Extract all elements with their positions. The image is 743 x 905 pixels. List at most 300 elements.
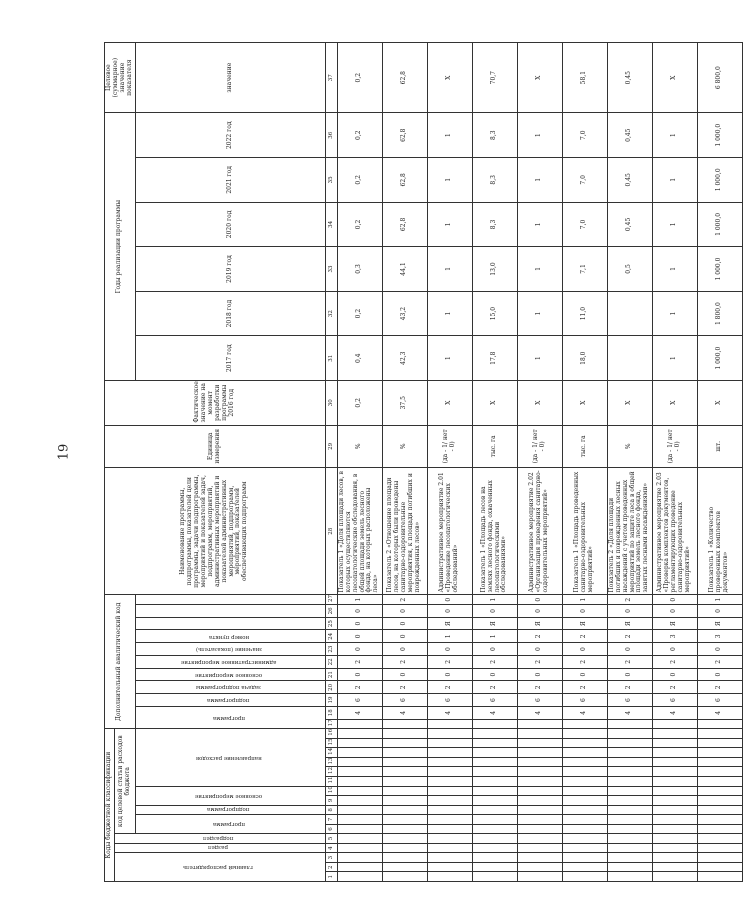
code-cell: Я [652, 617, 697, 630]
kbk-cell [427, 767, 472, 777]
kbk-cell [517, 843, 562, 853]
year-value-cell: 1 [427, 202, 472, 247]
kbk-cell [427, 815, 472, 825]
kbk-cell [562, 776, 607, 786]
year-value-cell: 1 [427, 336, 472, 381]
kbk-cell [517, 805, 562, 815]
kbk-cell [382, 757, 427, 767]
kbk-cell [517, 815, 562, 825]
year-2022-header: 2022 год [135, 113, 325, 158]
kbk-cell [337, 824, 382, 834]
kbk-cell [427, 872, 472, 882]
kbk-cell [517, 786, 562, 796]
kbk-cell [427, 748, 472, 758]
kbk-cell [652, 853, 697, 863]
kbk-cell [697, 843, 742, 853]
kbk-cell [427, 805, 472, 815]
kbk-cell [697, 872, 742, 882]
kbk-cell [562, 834, 607, 844]
unit-cell: % [382, 425, 427, 467]
kbk-cell [517, 748, 562, 758]
year-2021-header: 2021 год [135, 158, 325, 203]
year-value-cell: 1 000,0 [697, 336, 742, 381]
year-value-cell: 43,2 [382, 291, 427, 336]
kbk-cell [517, 862, 562, 872]
year-value-cell: 0,2 [337, 113, 382, 158]
kbk-cell [652, 862, 697, 872]
column-number: 19 [325, 694, 337, 707]
year-value-cell: 15,0 [472, 291, 517, 336]
code-cell: 0 [382, 617, 427, 630]
code-cell: Я [427, 617, 472, 630]
code-cell: 1 [472, 595, 517, 605]
code-cell: 2 [607, 630, 652, 643]
code-cell: 6 [562, 694, 607, 707]
code-cell: 4 [382, 706, 427, 719]
code-cell: 1 [472, 630, 517, 643]
code-cell: 0 [607, 643, 652, 656]
kbk-cell [607, 738, 652, 748]
kbk-cell [607, 729, 652, 739]
column-number: 27 [325, 595, 337, 605]
budget-group-header: код целевой статьи расходов бюджета [114, 729, 135, 834]
kbk-cell [337, 776, 382, 786]
column-number: 22 [325, 655, 337, 668]
year-2019-header: 2019 год [135, 247, 325, 292]
kbk-cell [697, 748, 742, 758]
year-value-cell: 1 [427, 113, 472, 158]
kbk-cell [607, 853, 652, 863]
kbk-cell [697, 757, 742, 767]
kbk-cell [382, 834, 427, 844]
kbk-cell [697, 805, 742, 815]
kbk-cell [337, 834, 382, 844]
year-value-cell: 1 [517, 202, 562, 247]
year-value-cell: 62,8 [382, 202, 427, 247]
year-value-cell: 8,3 [472, 202, 517, 247]
kbk-cell [472, 872, 517, 882]
row-name: Показатель 1 «Доля площади лесов, в которых осуществляются лесопатологические обследования, в общей площади земель лесного фонда, на которых расположены леса» [337, 468, 382, 595]
year-value-cell: 0,5 [607, 247, 652, 292]
kbk-cell [562, 738, 607, 748]
kbk-cell [697, 786, 742, 796]
target-header: значение [135, 43, 325, 113]
code-cell: 0 [337, 605, 382, 618]
column-number: 9 [325, 796, 337, 806]
kbk-cell [382, 824, 427, 834]
kbk-cell [472, 738, 517, 748]
code-cell: 2 [697, 681, 742, 694]
kbk-cell [562, 719, 607, 729]
kbk-cell [472, 757, 517, 767]
kbk-cell [517, 834, 562, 844]
year-value-cell: 11,0 [562, 291, 607, 336]
code-cell: Я [697, 617, 742, 630]
kbk-cell [517, 853, 562, 863]
kbk-cell [427, 738, 472, 748]
kbk-cell [517, 872, 562, 882]
code-cell: 6 [697, 694, 742, 707]
kbk-cell [562, 853, 607, 863]
code-cell: 1 [697, 595, 742, 605]
dop-header: Дополнительный аналитический код [105, 595, 136, 729]
kbk-cell [562, 872, 607, 882]
year-value-cell: 62,8 [382, 113, 427, 158]
year-value-cell: 1 [652, 113, 697, 158]
year-value-cell: 44,1 [382, 247, 427, 292]
code-cell: 4 [427, 706, 472, 719]
row-name: Показатель 1 «Площадь проведенных санитарно-оздоровительных мероприятий» [562, 468, 607, 595]
code-cell: 0 [562, 643, 607, 656]
row-name: Показатель 2 «Отношение площади лесов, на которых были проведены санитарно-оздоровительные мероприятия, к площади погибших и поврежденных лесов» [382, 468, 427, 595]
column-number: 26 [325, 605, 337, 618]
year-value-cell: 1 000,0 [697, 113, 742, 158]
kbk-cell [382, 748, 427, 758]
column-number: 1 [325, 872, 337, 882]
kbk-subprogram-header: подпрограмма [135, 805, 325, 815]
year-value-cell [607, 336, 652, 381]
year-value-cell: 1 [517, 336, 562, 381]
kbk-section-header: раздел [114, 843, 325, 853]
kbk-cell [337, 786, 382, 796]
code-cell: 0 [472, 605, 517, 618]
kbk-cell [382, 786, 427, 796]
code-cell: 2 [517, 681, 562, 694]
kbk-cell [472, 786, 517, 796]
code-cell: 4 [337, 706, 382, 719]
kbk-cell [472, 805, 517, 815]
year-value-cell: 1 [652, 291, 697, 336]
kbk-cell [382, 853, 427, 863]
code-cell: 2 [337, 681, 382, 694]
kbk-subsection-header: подраздел [114, 834, 325, 844]
page-number: 19 [56, 443, 72, 461]
kbk-cell [337, 748, 382, 758]
kbk-cell [607, 824, 652, 834]
year-value-cell: 1 [652, 158, 697, 203]
column-number: 7 [325, 815, 337, 825]
column-number: 21 [325, 668, 337, 681]
kbk-cell [607, 805, 652, 815]
kbk-cell [472, 796, 517, 806]
kbk-cell [427, 853, 472, 863]
year-value-cell: 1 [652, 336, 697, 381]
column-number: 8 [325, 805, 337, 815]
year-value-cell: 62,8 [382, 158, 427, 203]
unit-cell: тыс. га [472, 425, 517, 467]
kbk-cell [337, 729, 382, 739]
kbk-cell [562, 767, 607, 777]
code-cell: 6 [517, 694, 562, 707]
kbk-cell [472, 843, 517, 853]
year-value-cell: 1 000,0 [697, 158, 742, 203]
kbk-cell [652, 757, 697, 767]
column-number: 32 [325, 291, 337, 336]
code-cell: 0 [652, 605, 697, 618]
column-number: 20 [325, 681, 337, 694]
code-cell: 2 [607, 655, 652, 668]
table-row [517, 43, 562, 882]
column-number: 16 [325, 729, 337, 739]
year-value-cell: 0,45 [607, 202, 652, 247]
target-group-header: Целевое (суммарное) значение показателя [105, 43, 136, 113]
column-number: 15 [325, 738, 337, 748]
kbk-cell [517, 796, 562, 806]
code-cell: 6 [337, 694, 382, 707]
year-value-cell: 8,3 [472, 158, 517, 203]
table-row [652, 43, 697, 882]
kbk-cell [472, 853, 517, 863]
year-value-cell: 1 [427, 158, 472, 203]
column-numbers-row [325, 43, 337, 882]
row-name: Показатель 2 «Доля площади погибших и поврежденных лесных насаждений с учетом проведенных мероприятий по защите леса в общей площади земель лесного фонда, занятых лесными насаждениями» [607, 468, 652, 595]
kbk-cell [472, 719, 517, 729]
fact-cell: X [427, 380, 472, 425]
name-header: Наименование программы, подпрограммы, показателей цели программы, задачи подпрограммы, мероприятий и показателей задач, подпрограмм, мероприятий, административных мероприятий и показателей административных мероприятий, подпрограмм, мероприятий, показателей обеспечивающих подпрограмм [105, 468, 326, 595]
kbk-cell [382, 796, 427, 806]
code-cell: 0 [562, 605, 607, 618]
kbk-cell [337, 719, 382, 729]
kbk-cell [517, 824, 562, 834]
fact-cell: 0,2 [337, 380, 382, 425]
kbk-cell [427, 843, 472, 853]
unit-cell: % [607, 425, 652, 467]
kbk-cell [382, 872, 427, 882]
code-cell: 0 [517, 605, 562, 618]
dop-extra-2 [135, 605, 325, 618]
kbk-cell [652, 796, 697, 806]
kbk-cell [607, 776, 652, 786]
code-cell: 3 [697, 630, 742, 643]
unit-cell: (да - 1/ нет - 0) [652, 425, 697, 467]
code-cell: 0 [607, 605, 652, 618]
kbk-cell [562, 843, 607, 853]
dop-task-header: задача подпрограммы [135, 681, 325, 694]
year-value-cell: 1 000,0 [697, 202, 742, 247]
code-cell: 0 [517, 643, 562, 656]
column-number: 5 [325, 834, 337, 844]
column-number: 35 [325, 158, 337, 203]
year-value-cell: 17,8 [472, 336, 517, 381]
kbk-cell [607, 748, 652, 758]
kbk-cell [427, 796, 472, 806]
kbk-cell [382, 805, 427, 815]
kbk-cell [697, 796, 742, 806]
year-value-cell: 1 [517, 291, 562, 336]
column-number: 12 [325, 767, 337, 777]
kbk-cell [382, 776, 427, 786]
years-header: Годы реализации программы [105, 113, 136, 381]
code-cell: 4 [517, 706, 562, 719]
column-number: 30 [325, 380, 337, 425]
dop-admin-header: административное мероприятие [135, 655, 325, 668]
kbk-cell [652, 738, 697, 748]
kbk-cell [652, 748, 697, 758]
kbk-cell [337, 796, 382, 806]
kbk-cell [697, 815, 742, 825]
column-number: 25 [325, 617, 337, 630]
target-cell: X [652, 43, 697, 113]
kbk-cell [607, 843, 652, 853]
table-row [697, 43, 742, 882]
fact-cell: X [697, 380, 742, 425]
code-cell: Я [517, 617, 562, 630]
fact-cell: X [517, 380, 562, 425]
code-cell: 0 [427, 643, 472, 656]
column-number: 36 [325, 113, 337, 158]
column-number: 29 [325, 425, 337, 467]
row-name: Показатель 1 «Количество проверенных комплектов документов» [697, 468, 742, 595]
column-number: 13 [325, 757, 337, 767]
year-value-cell: 0,2 [337, 291, 382, 336]
code-cell: 0 [472, 668, 517, 681]
kbk-cell [652, 834, 697, 844]
unit-cell: шт. [697, 425, 742, 467]
column-number: 3 [325, 853, 337, 863]
kbk-cell [562, 796, 607, 806]
year-value-cell: 13,0 [472, 247, 517, 292]
year-value-cell [607, 291, 652, 336]
kbk-cell [562, 757, 607, 767]
code-cell: 0 [517, 595, 562, 605]
kbk-cell [697, 853, 742, 863]
kbk-cell [562, 805, 607, 815]
code-cell: 2 [562, 681, 607, 694]
kbk-cell [697, 834, 742, 844]
kbk-cell [607, 796, 652, 806]
kbk-cell [562, 786, 607, 796]
year-value-cell: 0,3 [337, 247, 382, 292]
year-value-cell: 8,3 [472, 113, 517, 158]
kbk-cell [562, 862, 607, 872]
kbk-cell [652, 767, 697, 777]
kbk-cell [337, 815, 382, 825]
code-cell: 0 [517, 668, 562, 681]
year-value-cell: 1 [427, 247, 472, 292]
kbk-cell [337, 805, 382, 815]
year-value-cell: 18,0 [562, 336, 607, 381]
code-cell: 1 [337, 595, 382, 605]
dop-item-header: номер пункта [135, 630, 325, 643]
code-cell: 0 [607, 668, 652, 681]
column-number: 37 [325, 43, 337, 113]
target-cell: 70,7 [472, 43, 517, 113]
year-value-cell: 1 [517, 247, 562, 292]
column-number: 28 [325, 468, 337, 595]
kbk-cell [427, 824, 472, 834]
code-cell: Я [607, 617, 652, 630]
code-cell: 0 [427, 595, 472, 605]
code-cell: Я [562, 617, 607, 630]
year-value-cell: 1 [427, 291, 472, 336]
code-cell: 1 [427, 630, 472, 643]
dop-extra-3 [135, 595, 325, 605]
year-value-cell: 1 [517, 158, 562, 203]
target-cell: 62,8 [382, 43, 427, 113]
table-row [562, 43, 607, 882]
column-number: 11 [325, 776, 337, 786]
kbk-cell [472, 748, 517, 758]
table-row [427, 43, 472, 882]
kbk-cell [382, 767, 427, 777]
kbk-cell [697, 776, 742, 786]
code-cell: 6 [382, 694, 427, 707]
kbk-cell [337, 757, 382, 767]
column-number: 6 [325, 824, 337, 834]
code-cell: 2 [472, 681, 517, 694]
kbk-cell [427, 776, 472, 786]
column-number: 24 [325, 630, 337, 643]
kbk-cell [427, 786, 472, 796]
code-cell: 2 [337, 655, 382, 668]
code-cell: 0 [382, 668, 427, 681]
year-value-cell: 7,1 [562, 247, 607, 292]
code-cell: 6 [652, 694, 697, 707]
code-cell: 2 [382, 595, 427, 605]
code-cell: 2 [517, 630, 562, 643]
kbk-cell [337, 738, 382, 748]
kbk-cell [337, 872, 382, 882]
kbk-cell [472, 862, 517, 872]
year-value-cell: 1 [652, 202, 697, 247]
unit-cell: тыс. га [562, 425, 607, 467]
column-number: 18 [325, 706, 337, 719]
fact-cell: X [652, 380, 697, 425]
code-cell: 2 [517, 655, 562, 668]
table-row [472, 43, 517, 882]
kbk-cell [652, 824, 697, 834]
code-cell: 2 [652, 655, 697, 668]
dop-extra-1 [135, 617, 325, 630]
row-name: Административное мероприятие 2.03 «Проверка комплектов документов, регламентирующих проведение санитарно-оздоровительных мероприятий» [652, 468, 697, 595]
year-value-cell: 0,2 [337, 158, 382, 203]
code-cell: 2 [427, 681, 472, 694]
code-cell: 0 [652, 595, 697, 605]
kbk-cell [652, 776, 697, 786]
kbk-cell [337, 843, 382, 853]
kbk-cell [427, 862, 472, 872]
year-2020-header: 2020 год [135, 202, 325, 247]
row-name: Показатель 1 «Площадь лесов на землях лесного фонда, охваченных лесопатологическими обследованиями» [472, 468, 517, 595]
unit-cell: (да - 1/ нет - 0) [517, 425, 562, 467]
code-cell: 0 [382, 630, 427, 643]
kbk-cell [472, 767, 517, 777]
fact-cell: X [607, 380, 652, 425]
code-cell: 2 [382, 655, 427, 668]
code-cell: 3 [652, 630, 697, 643]
code-cell: 0 [337, 617, 382, 630]
code-cell: 2 [562, 655, 607, 668]
kbk-program-header: программа [135, 815, 325, 834]
code-cell: 2 [472, 655, 517, 668]
kbk-cell [472, 729, 517, 739]
column-number: 33 [325, 247, 337, 292]
code-cell: 6 [427, 694, 472, 707]
code-cell: 0 [337, 643, 382, 656]
row-name: Административное мероприятие 2.02 «Организация проведения санитарно-оздоровительных мероприятий» [517, 468, 562, 595]
code-cell: 4 [607, 706, 652, 719]
year-value-cell: 0,4 [337, 336, 382, 381]
kbk-main-header: главный распорядитель [114, 853, 325, 882]
kbk-cell [607, 872, 652, 882]
target-cell: X [517, 43, 562, 113]
kbk-cell [472, 776, 517, 786]
table-sheet [104, 42, 729, 882]
column-number: 23 [325, 643, 337, 656]
year-value-cell: 42,3 [382, 336, 427, 381]
year-value-cell: 1 [652, 247, 697, 292]
row-name: Административное мероприятие 2.01 «Проведение лесопатологических обследований» [427, 468, 472, 595]
